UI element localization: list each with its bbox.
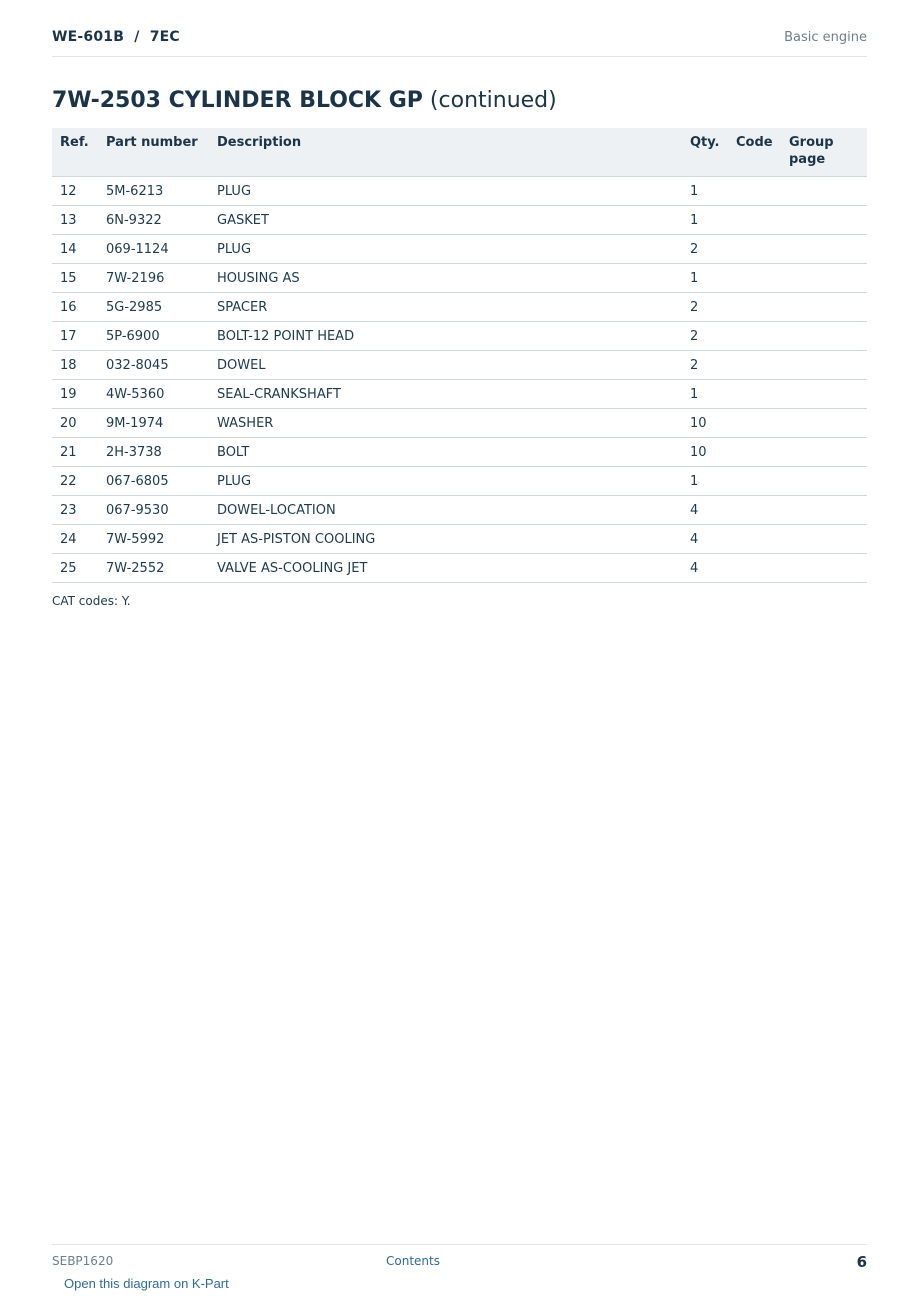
qty-cell: 1 bbox=[690, 467, 736, 496]
group-page-cell bbox=[789, 322, 867, 351]
group-title: 7W-2503 CYLINDER BLOCK GP bbox=[52, 88, 423, 113]
group-page-cell bbox=[789, 554, 867, 583]
qty-cell: 1 bbox=[690, 380, 736, 409]
ref-cell: 12 bbox=[52, 177, 106, 206]
title-suffix: (continued) bbox=[422, 88, 557, 113]
code-cell bbox=[736, 496, 789, 525]
ref-cell: 18 bbox=[52, 351, 106, 380]
cat-codes-note: CAT codes: Y. bbox=[52, 594, 131, 608]
section-name: Basic engine bbox=[784, 30, 867, 45]
group-page-cell bbox=[789, 525, 867, 554]
code-cell bbox=[736, 293, 789, 322]
part-number-cell: 067-6805 bbox=[106, 467, 217, 496]
code-cell bbox=[736, 525, 789, 554]
table-row bbox=[52, 264, 867, 293]
ref-cell: 14 bbox=[52, 235, 106, 264]
part-number-cell: 5P-6900 bbox=[106, 322, 217, 351]
part-number-cell: 9M-1974 bbox=[106, 409, 217, 438]
table-row bbox=[52, 322, 867, 351]
column-header-description: Description bbox=[217, 128, 690, 177]
code-cell bbox=[736, 409, 789, 438]
qty-cell: 10 bbox=[690, 438, 736, 467]
description-cell: BOLT-12 POINT HEAD bbox=[217, 322, 690, 351]
table-row bbox=[52, 206, 867, 235]
table-row bbox=[52, 235, 867, 264]
table-row bbox=[52, 438, 867, 467]
column-header-qty: Qty. bbox=[690, 128, 736, 177]
ref-cell: 21 bbox=[52, 438, 106, 467]
code-cell bbox=[736, 206, 789, 235]
ref-cell: 19 bbox=[52, 380, 106, 409]
table-header-row bbox=[52, 128, 867, 177]
page-title bbox=[52, 88, 557, 113]
description-cell: HOUSING AS bbox=[217, 264, 690, 293]
table-row bbox=[52, 380, 867, 409]
table-row bbox=[52, 496, 867, 525]
qty-cell: 1 bbox=[690, 177, 736, 206]
description-cell: PLUG bbox=[217, 467, 690, 496]
group-page-cell bbox=[789, 235, 867, 264]
code-cell bbox=[736, 467, 789, 496]
part-number-cell: 032-8045 bbox=[106, 351, 217, 380]
parts-table-body bbox=[52, 177, 867, 583]
ref-cell: 15 bbox=[52, 264, 106, 293]
table-row bbox=[52, 525, 867, 554]
part-number-cell: 7W-2196 bbox=[106, 264, 217, 293]
page-footer bbox=[52, 1244, 867, 1271]
ref-cell: 24 bbox=[52, 525, 106, 554]
ref-cell: 17 bbox=[52, 322, 106, 351]
group-page-cell bbox=[789, 264, 867, 293]
qty-cell: 2 bbox=[690, 235, 736, 264]
part-number-cell: 2H-3738 bbox=[106, 438, 217, 467]
description-cell: JET AS-PISTON COOLING bbox=[217, 525, 690, 554]
group-page-cell bbox=[789, 177, 867, 206]
column-header-code: Code bbox=[736, 128, 789, 177]
page-number: 6 bbox=[856, 1253, 867, 1271]
ref-cell: 22 bbox=[52, 467, 106, 496]
description-cell: PLUG bbox=[217, 177, 690, 206]
group-page-cell bbox=[789, 409, 867, 438]
code-cell bbox=[736, 380, 789, 409]
group-page-cell bbox=[789, 380, 867, 409]
group-page-cell bbox=[789, 206, 867, 235]
part-number-cell: 7W-5992 bbox=[106, 525, 217, 554]
description-cell: DOWEL-LOCATION bbox=[217, 496, 690, 525]
description-cell: WASHER bbox=[217, 409, 690, 438]
code-cell bbox=[736, 438, 789, 467]
code-cell bbox=[736, 351, 789, 380]
part-number-cell: 067-9530 bbox=[106, 496, 217, 525]
ref-cell: 16 bbox=[52, 293, 106, 322]
group-page-cell bbox=[789, 351, 867, 380]
part-number-cell: 069-1124 bbox=[106, 235, 217, 264]
code-cell bbox=[736, 235, 789, 264]
qty-cell: 2 bbox=[690, 351, 736, 380]
ref-cell: 23 bbox=[52, 496, 106, 525]
ref-cell: 13 bbox=[52, 206, 106, 235]
qty-cell: 2 bbox=[690, 293, 736, 322]
open-diagram-kpart-link[interactable]: Open this diagram on K-Part bbox=[64, 1276, 229, 1291]
part-number-cell: 6N-9322 bbox=[106, 206, 217, 235]
code-cell bbox=[736, 264, 789, 293]
ref-cell: 20 bbox=[52, 409, 106, 438]
part-number-cell: 5G-2985 bbox=[106, 293, 217, 322]
qty-cell: 2 bbox=[690, 322, 736, 351]
parts-table bbox=[52, 128, 867, 583]
qty-cell: 1 bbox=[690, 206, 736, 235]
description-cell: SEAL-CRANKSHAFT bbox=[217, 380, 690, 409]
qty-cell: 10 bbox=[690, 409, 736, 438]
table-row bbox=[52, 554, 867, 583]
column-header-part-number: Part number bbox=[106, 128, 217, 177]
description-cell: PLUG bbox=[217, 235, 690, 264]
group-page-cell bbox=[789, 438, 867, 467]
qty-cell: 4 bbox=[690, 554, 736, 583]
model-breadcrumb: WE-601B / 7EC bbox=[52, 29, 180, 45]
part-number-cell: 4W-5360 bbox=[106, 380, 217, 409]
code-cell bbox=[736, 322, 789, 351]
column-header-group-page: Group page bbox=[789, 128, 867, 177]
ref-cell: 25 bbox=[52, 554, 106, 583]
contents-link[interactable]: Contents bbox=[386, 1254, 440, 1268]
description-cell: SPACER bbox=[217, 293, 690, 322]
description-cell: DOWEL bbox=[217, 351, 690, 380]
document-id: SEBP1620 bbox=[52, 1254, 114, 1268]
group-page-cell bbox=[789, 467, 867, 496]
description-cell: VALVE AS-COOLING JET bbox=[217, 554, 690, 583]
qty-cell: 4 bbox=[690, 525, 736, 554]
table-row bbox=[52, 293, 867, 322]
table-row bbox=[52, 177, 867, 206]
description-cell: BOLT bbox=[217, 438, 690, 467]
code-cell bbox=[736, 554, 789, 583]
column-header-ref: Ref. bbox=[52, 128, 106, 177]
qty-cell: 4 bbox=[690, 496, 736, 525]
group-page-cell bbox=[789, 293, 867, 322]
group-page-cell bbox=[789, 496, 867, 525]
table-row bbox=[52, 409, 867, 438]
table-row bbox=[52, 351, 867, 380]
part-number-cell: 5M-6213 bbox=[106, 177, 217, 206]
description-cell: GASKET bbox=[217, 206, 690, 235]
part-number-cell: 7W-2552 bbox=[106, 554, 217, 583]
qty-cell: 1 bbox=[690, 264, 736, 293]
table-row bbox=[52, 467, 867, 496]
code-cell bbox=[736, 177, 789, 206]
page-header bbox=[52, 0, 867, 57]
